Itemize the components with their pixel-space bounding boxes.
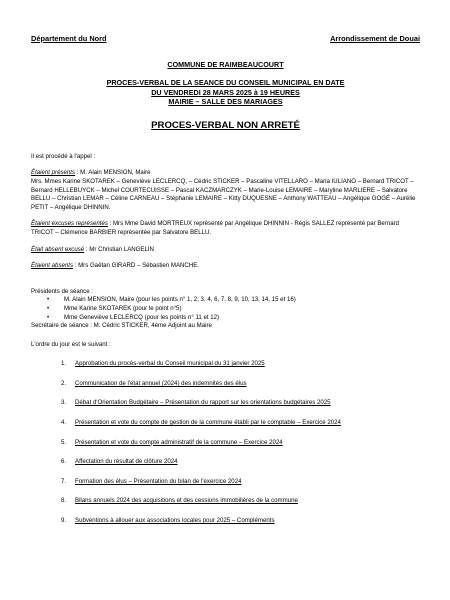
agenda-item	[31, 458, 420, 478]
document-title: PROCES-VERBAL NON ARRETÉ	[151, 119, 300, 131]
secretaire-line: Secrétaire de séance : M. Cédric STICKER, 4ème Adjoint au Maire	[31, 322, 212, 330]
agenda-text: Subventions à allouer aux associations locales pour 2025 – Compléments	[75, 517, 275, 525]
agenda-item	[31, 478, 420, 498]
agenda-list	[31, 360, 420, 536]
agenda-number: 8.	[61, 497, 67, 505]
agenda-number: 2.	[61, 379, 67, 387]
presents-label: Étaient présents	[31, 169, 76, 177]
session-line-2: DU VENDREDI 28 MARS 2025 à 19 HEURES	[151, 87, 300, 97]
session-line-1: PROCES-VERBAL DE LA SEANCE DU CONSEIL MUNICIPAL EN DATE	[106, 78, 345, 87]
absent-excuse-text: : Mr Christian LANGELIN	[84, 245, 154, 253]
agenda-item	[31, 419, 420, 439]
presents-section	[31, 169, 420, 212]
departement-label: Département du Nord	[31, 34, 107, 43]
agenda-number: 5.	[61, 438, 67, 446]
header-row	[31, 34, 420, 43]
agenda-text: Présentation et vote du compte de gestion de la commune établi par le comptable – Exercice 2024	[75, 419, 341, 427]
session-heading	[31, 78, 420, 107]
absents-text: : Mrs Gaëtan GIRARD – Sébastien MANCHE.	[73, 262, 199, 270]
agenda-item	[31, 497, 420, 517]
president-item: • Mme Geneviève LECLERCQ (pour les points n° 11 et 12)	[64, 314, 420, 323]
absent-excuse-label: Était absent excusé	[31, 245, 85, 253]
president-item: • Mme Karine SKOTAREK (pour le point n°5)	[64, 305, 420, 314]
presents-maire: : M. Alain MENSION, Maire	[75, 169, 151, 177]
excuses-representes-label: Étaient excusés représentés	[31, 220, 108, 228]
presidents-title: Présidents de séance :	[31, 287, 93, 295]
agenda-text: Présentation et vote du compte administratif de la commune – Exercice 2024	[75, 438, 283, 446]
agenda-number: 1.	[61, 360, 67, 368]
presidents-list	[31, 296, 420, 322]
absents-section	[31, 262, 420, 271]
agenda-text: Bilans annuels 2024 des acquisitions et des cessions immobilières de la commune	[75, 497, 298, 505]
agenda-item	[31, 399, 420, 419]
agenda-item	[31, 360, 420, 380]
agenda-text: Communication de l'état annuel (2024) des indemnités des élus	[75, 379, 247, 387]
agenda-number: 3.	[61, 399, 67, 407]
agenda-text: Débat d'Orientation Budgétaire – Présentation du rapport sur les orientations budgétaires 2025	[75, 399, 331, 407]
arrondissement-label: Arrondissement de Douai	[330, 34, 420, 43]
president-item: • M. Alain MENSION, Maire (pour les points n° 1, 2, 3, 4, 6, 7, 8, 9, 10, 13, 14, 15 et 16)	[64, 296, 420, 305]
agenda-item	[31, 517, 420, 537]
absent-excuse-section	[31, 246, 420, 255]
agenda-item	[31, 380, 420, 400]
agenda-intro: L'ordre du jour est le suivant :	[31, 340, 111, 348]
session-line-3: MAIRIE – SALLE DES MARIAGES	[168, 97, 283, 107]
agenda-number: 7.	[61, 477, 67, 485]
excuses-representes-text: : Mrs Mme David MORTREUX représenté par Angélique DHINNIN - Régis SALLEZ représenté par Bernard TRICOT – Clémence BARBIER représentée par Salvatore BELLU.	[31, 220, 400, 236]
agenda-number: 4.	[61, 419, 67, 427]
agenda-text: Approbation du procès-verbal du Conseil municipal du 31 janvier 2025	[75, 360, 265, 368]
absents-label: Étaient absents	[31, 262, 74, 270]
agenda-item	[31, 439, 420, 459]
commune-title: COMMUNE DE RAIMBEAUCOURT	[167, 60, 284, 69]
excuses-representes-section	[31, 220, 420, 237]
appel-intro: Il est procédé à l'appel :	[31, 152, 96, 160]
presents-list: Mrs. Mmes Karine SKOTAREK – Geneviève LECLERCQ, – Cédric STICKER – Pascaline VITELLARO – Maria IULIANO – Bernard TRICOT – Bernard HELLEBUYCK – Michel COURTECUISSE – Pascal KACZMARCZYK – Marie-Louise LEMAIRE – Maryline MARLIERE – Salvatore BELLU – Christian LEMAR – Céline CARNEAU – Stéphanie LEMAIRE – Kitty DUQUESNE – Anthony WATTEAU – Angélique GOGÉ – Aurélie PETIT – Angélique DHINNIN.	[31, 177, 416, 211]
agenda-number: 9.	[61, 517, 67, 525]
agenda-text: Affectation du résultat de clôture 2024	[75, 458, 178, 466]
agenda-text: Formation des élus – Présentation du bilan de l'exercice 2024	[75, 477, 242, 485]
agenda-number: 6.	[61, 458, 67, 466]
presidents-section	[31, 288, 420, 331]
